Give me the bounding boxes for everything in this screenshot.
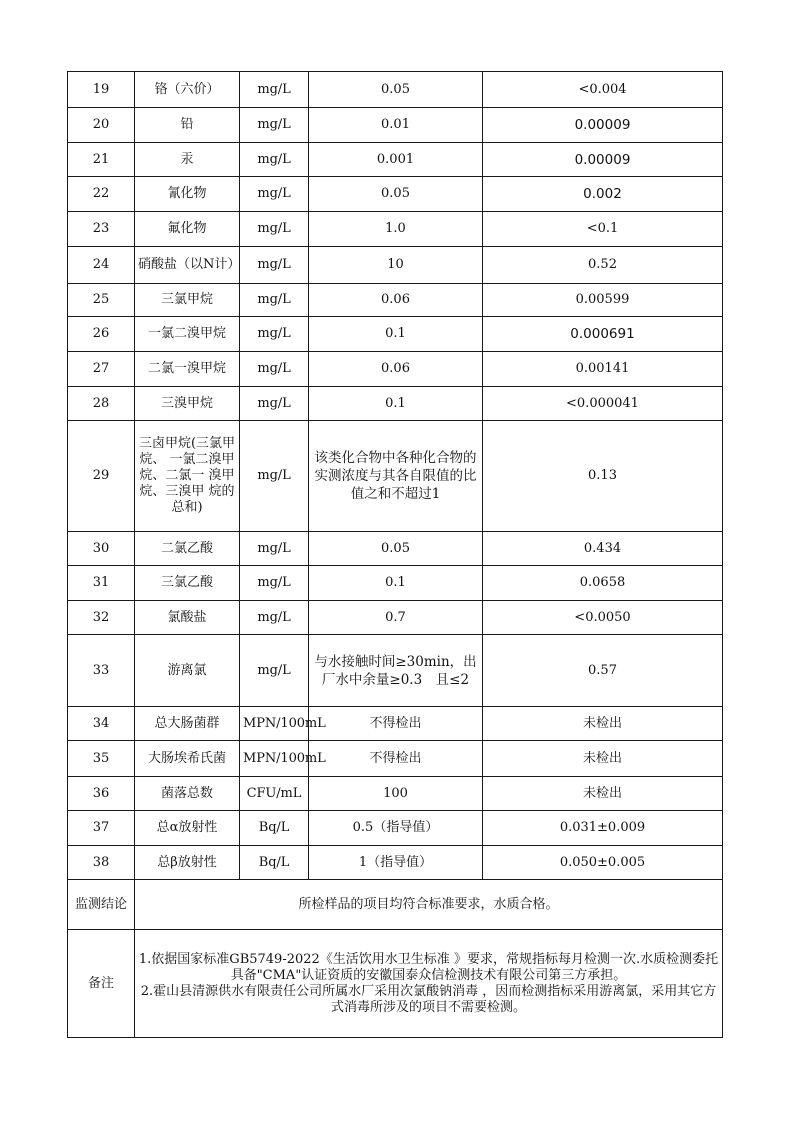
- row-number: 33: [68, 635, 135, 707]
- item-unit: Bq/L: [240, 846, 309, 880]
- item-unit: mg/L: [240, 212, 309, 247]
- row-number: 27: [68, 352, 135, 387]
- row-number: 28: [68, 387, 135, 421]
- water-quality-table: [67, 71, 723, 1038]
- table-row: [68, 846, 723, 880]
- row-number: 34: [68, 707, 135, 741]
- item-name: 氯酸盐: [135, 601, 240, 635]
- standard-limit: 0.7: [309, 601, 483, 635]
- test-result: 未检出: [483, 707, 723, 741]
- table-row: [68, 777, 723, 811]
- row-number: 19: [68, 72, 135, 108]
- remarks-label: 备注: [68, 930, 135, 1038]
- test-result: 0.00599: [483, 284, 723, 317]
- row-number: 30: [68, 532, 135, 566]
- standard-limit: 0.5（指导值）: [309, 811, 483, 846]
- test-result: 0.13: [483, 421, 723, 532]
- item-name: 总β放射性: [135, 846, 240, 880]
- table-row: [68, 811, 723, 846]
- test-result: 0.57: [483, 635, 723, 707]
- table-row: [68, 707, 723, 741]
- item-unit: mg/L: [240, 143, 309, 177]
- item-unit: MPN/100mL: [240, 741, 309, 777]
- item-unit: MPN/100mL: [240, 707, 309, 741]
- table-row: [68, 317, 723, 352]
- standard-limit: 10: [309, 247, 483, 284]
- item-name: 总α放射性: [135, 811, 240, 846]
- item-unit: mg/L: [240, 421, 309, 532]
- table-row: [68, 284, 723, 317]
- test-result: 0.0658: [483, 566, 723, 601]
- test-result: <0.004: [483, 72, 723, 108]
- standard-limit: 0.05: [309, 177, 483, 212]
- item-name: 三氯乙酸: [135, 566, 240, 601]
- item-unit: mg/L: [240, 247, 309, 284]
- remarks-text: [135, 930, 723, 1038]
- report-page: [67, 71, 722, 1038]
- test-result: <0.000041: [483, 387, 723, 421]
- test-result: 0.000691: [483, 317, 723, 352]
- item-unit: CFU/mL: [240, 777, 309, 811]
- table-row: [68, 108, 723, 143]
- item-name: 总大肠菌群: [135, 707, 240, 741]
- table-row: [68, 387, 723, 421]
- conclusion-label: 监测结论: [68, 880, 135, 930]
- standard-limit: 0.05: [309, 72, 483, 108]
- test-result: 0.52: [483, 247, 723, 284]
- table-row: [68, 601, 723, 635]
- item-name: 铅: [135, 108, 240, 143]
- item-name: 硝酸盐（以N计）: [135, 247, 240, 284]
- standard-limit: 1.0: [309, 212, 483, 247]
- standard-limit: 1（指导值）: [309, 846, 483, 880]
- row-number: 24: [68, 247, 135, 284]
- row-number: 25: [68, 284, 135, 317]
- item-name: 游离氯: [135, 635, 240, 707]
- item-unit: mg/L: [240, 532, 309, 566]
- row-number: 20: [68, 108, 135, 143]
- row-number: 26: [68, 317, 135, 352]
- standard-limit: 0.1: [309, 317, 483, 352]
- standard-limit: 0.05: [309, 532, 483, 566]
- test-result: 未检出: [483, 741, 723, 777]
- standard-limit: 与水接触时间≥30min，出厂水中余量≥0.3 且≤2: [309, 635, 483, 707]
- item-unit: mg/L: [240, 566, 309, 601]
- conclusion-text: 所检样品的项目均符合标准要求，水质合格。: [135, 880, 723, 930]
- item-unit: Bq/L: [240, 811, 309, 846]
- standard-limit: 0.06: [309, 352, 483, 387]
- test-result: <0.0050: [483, 601, 723, 635]
- standard-limit: 0.06: [309, 284, 483, 317]
- item-unit: mg/L: [240, 108, 309, 143]
- standard-limit: 0.001: [309, 143, 483, 177]
- standard-limit: 100: [309, 777, 483, 811]
- table-row: [68, 72, 723, 108]
- item-name: 一氯二溴甲烷: [135, 317, 240, 352]
- remarks-row: [68, 930, 723, 1038]
- standard-limit: 不得检出: [309, 707, 483, 741]
- remark-line-1: 1.依据国家标准GB5749-2022《生活饮用水卫生标准 》要求，常规指标每月检测一次.水质检测委托具备"CMA"认证资质的安徽国泰众信检测技术有限公司第三方承担。: [138, 951, 719, 983]
- item-unit: mg/L: [240, 635, 309, 707]
- table-row: [68, 566, 723, 601]
- row-number: 31: [68, 566, 135, 601]
- test-result: 0.00009: [483, 143, 723, 177]
- item-name: 氟化物: [135, 212, 240, 247]
- item-name: 三卤甲烷(三氯甲烷、 一氯二溴甲烷、二氯一 溴甲烷、三溴甲 烷的总和): [135, 421, 240, 532]
- conclusion-row: [68, 880, 723, 930]
- table-row: [68, 532, 723, 566]
- table-row: [68, 247, 723, 284]
- test-result: 未检出: [483, 777, 723, 811]
- row-number: 32: [68, 601, 135, 635]
- test-result: 0.00009: [483, 108, 723, 143]
- table-row: [68, 421, 723, 532]
- row-number: 35: [68, 741, 135, 777]
- test-result: 0.434: [483, 532, 723, 566]
- row-number: 38: [68, 846, 135, 880]
- item-unit: mg/L: [240, 601, 309, 635]
- standard-limit: 0.1: [309, 566, 483, 601]
- row-number: 23: [68, 212, 135, 247]
- item-name: 三氯甲烷: [135, 284, 240, 317]
- test-result: <0.1: [483, 212, 723, 247]
- row-number: 37: [68, 811, 135, 846]
- row-number: 29: [68, 421, 135, 532]
- item-unit: mg/L: [240, 387, 309, 421]
- item-unit: mg/L: [240, 317, 309, 352]
- table-row: [68, 635, 723, 707]
- item-unit: mg/L: [240, 72, 309, 108]
- item-name: 二氯一溴甲烷: [135, 352, 240, 387]
- row-number: 21: [68, 143, 135, 177]
- remark-line-2: 2.霍山县清源供水有限责任公司所属水厂采用次氯酸钠消毒 ，因而检测指标采用游离氯，采用其它方式消毒所涉及的项目不需要检测。: [140, 983, 717, 1015]
- row-number: 22: [68, 177, 135, 212]
- item-unit: mg/L: [240, 352, 309, 387]
- item-name: 大肠埃希氏菌: [135, 741, 240, 777]
- test-result: 0.031±0.009: [483, 811, 723, 846]
- item-name: 铬（六价）: [135, 72, 240, 108]
- item-unit: mg/L: [240, 284, 309, 317]
- item-name: 二氯乙酸: [135, 532, 240, 566]
- standard-limit: 0.1: [309, 387, 483, 421]
- item-name: 汞: [135, 143, 240, 177]
- table-row: [68, 143, 723, 177]
- item-name: 氰化物: [135, 177, 240, 212]
- item-name: 三溴甲烷: [135, 387, 240, 421]
- item-unit: mg/L: [240, 177, 309, 212]
- standard-limit: 该类化合物中各种化合物的实测浓度与其各自限值的比值之和不超过1: [309, 421, 483, 532]
- table-row: [68, 212, 723, 247]
- table-row: [68, 741, 723, 777]
- table-row: [68, 352, 723, 387]
- test-result: 0.00141: [483, 352, 723, 387]
- item-name: 菌落总数: [135, 777, 240, 811]
- standard-limit: 不得检出: [309, 741, 483, 777]
- table-row: [68, 177, 723, 212]
- row-number: 36: [68, 777, 135, 811]
- test-result: 0.002: [483, 177, 723, 212]
- test-result: 0.050±0.005: [483, 846, 723, 880]
- standard-limit: 0.01: [309, 108, 483, 143]
